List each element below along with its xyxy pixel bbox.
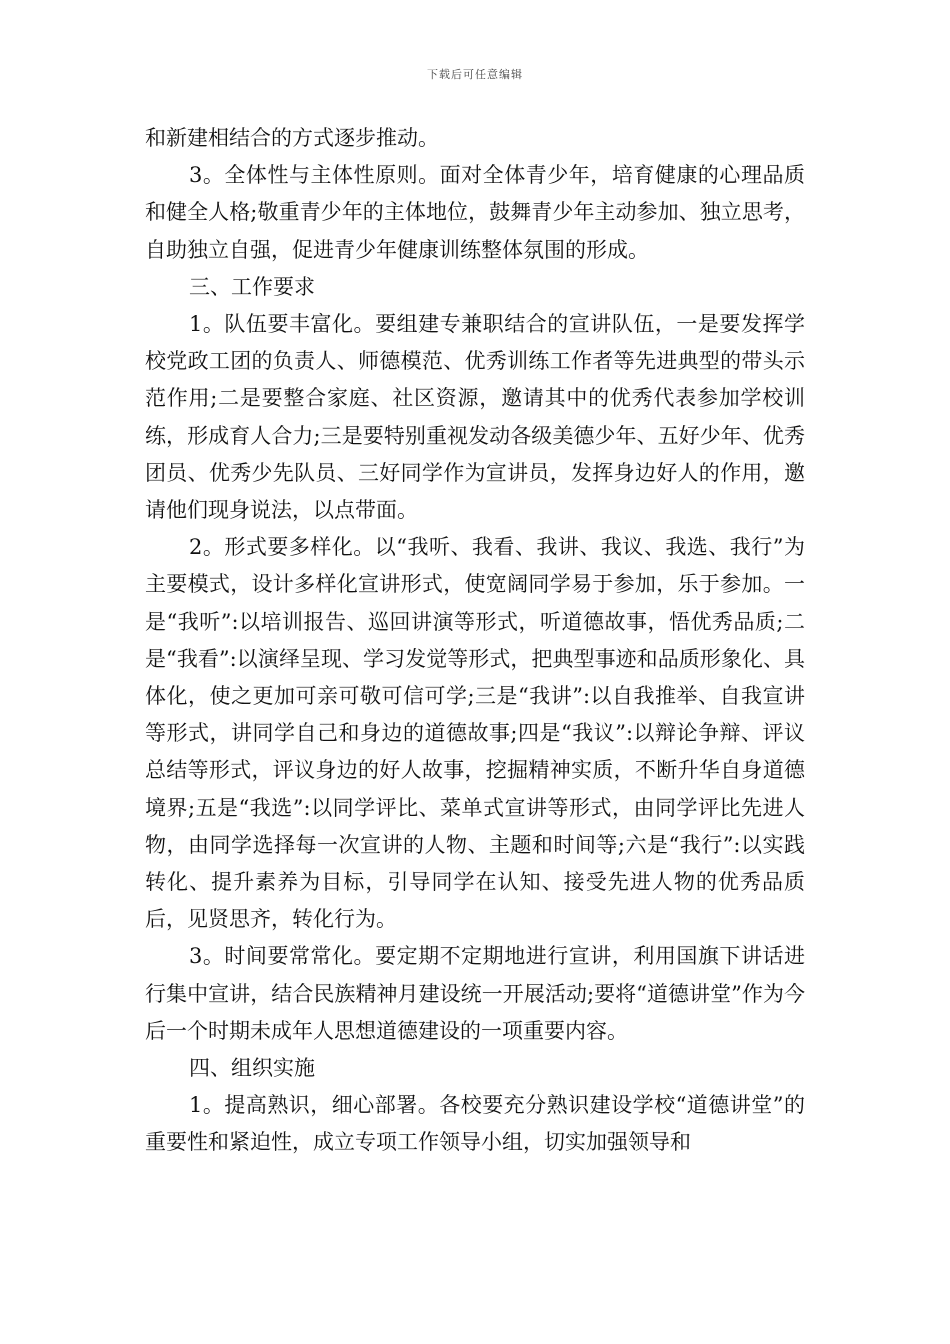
document-body — [145, 120, 805, 1162]
paragraph: 和新建相结合的方式逐步推动。 — [145, 126, 439, 150]
paragraph: 1。队伍要丰富化。要组建专兼职结合的宣讲队伍，一是要发挥学校党政工团的负责人、师德模范、优秀训练工作者等先进典型的带头示范作用;二是要整合家庭、社区资源，邀请其中的优秀代表参加学校训练，形成育人合力;三是要特别重视发动各级美德少年、五好少年、优秀团员、优秀少先队员、三好同学作为宣讲员，发挥身边好人的作用，邀请他们现身说法，以点带面。 — [145, 312, 805, 523]
paragraph: 2。形式要多样化。以“我听、我看、我讲、我议、我选、我行”为主要模式，设计多样化宣讲形式，使宽阔同学易于参加，乐于参加。一是“我听”:以培训报告、巡回讲演等形式，听道德故事，悟优秀品质;二是“我看”:以演绎呈现、学习发觉等形式，把典型事迹和品质形象化、具体化，使之更加可亲可敬可信可学;三是“我讲”:以自我推举、自我宣讲等形式，讲同学自己和身边的道德故事;四是“我议”:以辩论争辩、评议总结等形式，评议身边的好人故事，挖掘精神实质，不断升华自身道德境界;五是“我选”:以同学评比、菜单式宣讲等形式，由同学评比先进人物，由同学选择每一次宣讲的人物、主题和时间等;六是“我行”:以实践转化、提升素养为目标，引导同学在认知、接受先进人物的优秀品质后，见贤思齐，转化行为。 — [145, 535, 805, 932]
paragraph: 3。全体性与主体性原则。面对全体青少年，培育健康的心理品质和健全人格;敬重青少年的主体地位，鼓舞青少年主动参加、独立思考，自助独立自强，促进青少年健康训练整体氛围的形成。 — [145, 163, 805, 262]
paragraph: 1。提高熟识，细心部署。各校要充分熟识建设学校“道德讲堂”的重要性和紧迫性，成立专项工作领导小组，切实加强领导和 — [145, 1093, 805, 1155]
section-heading: 四、组织实施 — [189, 1056, 315, 1081]
paragraph: 3。时间要常常化。要定期不定期地进行宣讲，利用国旗下讲话进行集中宣讲，结合民族精神月建设统一开展活动;要将“道德讲堂”作为今后一个时期未成年人思想道德建设的一项重要内容。 — [145, 944, 805, 1043]
section-heading: 三、工作要求 — [189, 274, 315, 299]
page-header: 下载后可任意编辑 — [427, 68, 523, 81]
